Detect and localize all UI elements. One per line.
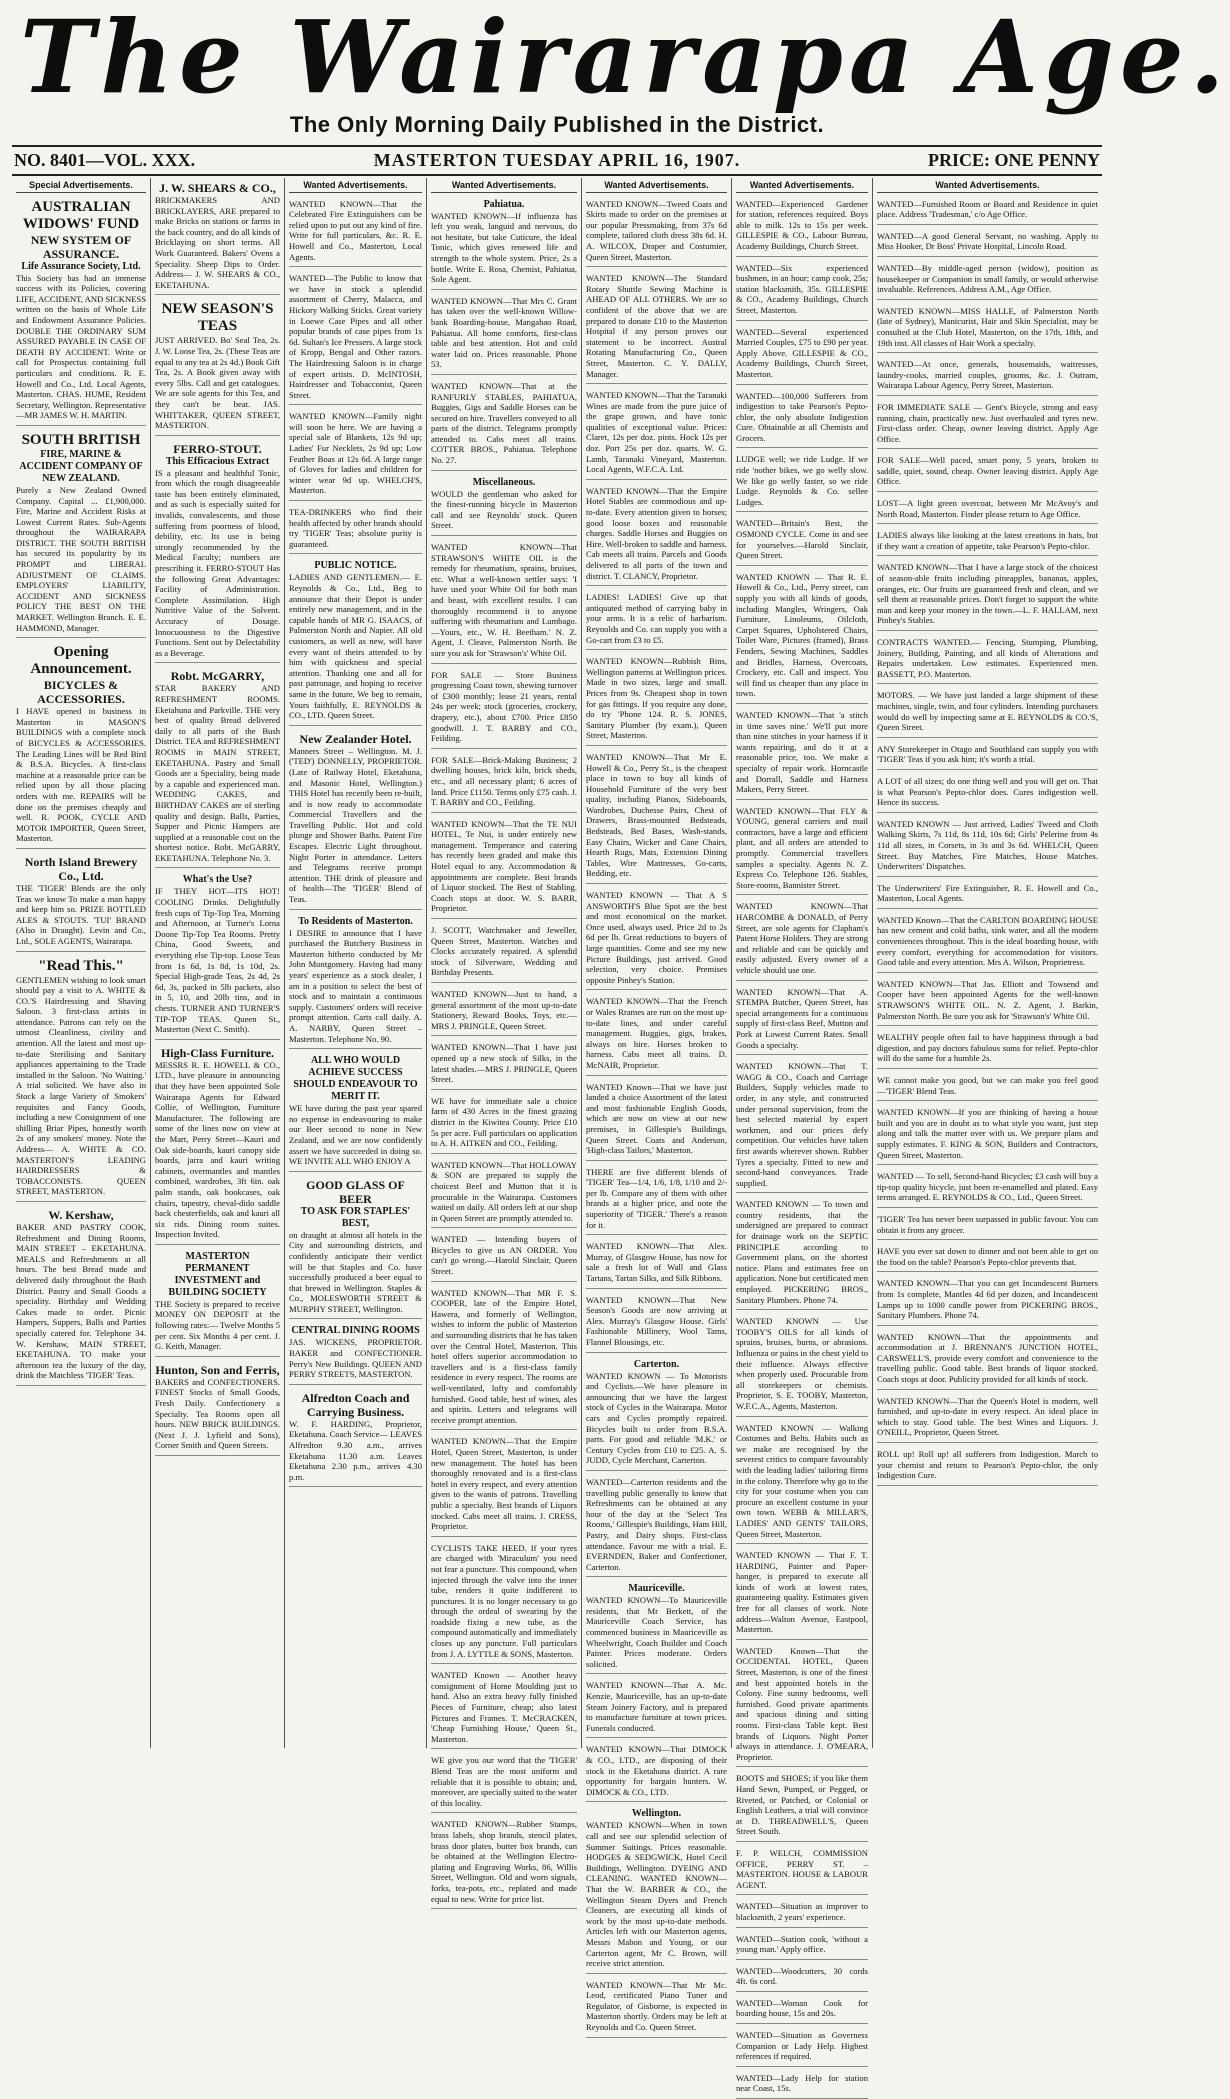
advertisement <box>736 1643 868 1768</box>
advertisement <box>736 1931 868 1960</box>
advertisement <box>155 1248 280 1357</box>
advertisement <box>155 666 280 868</box>
ad-body: HAVE you ever sat down to dinner and not been able to get on the food on the table? Pearson's Pepto-chlor prevents that. <box>877 1246 1098 1267</box>
ad-heading: GOOD GLASS OF BEER <box>306 1177 405 1206</box>
ad-body: ROLL up! Roll up! all sufferers from Indigestion. March to your chemist and return to Pearson's Pepto-chlor, the only Indigestion Cure. <box>877 1449 1098 1481</box>
advertisement <box>877 912 1098 973</box>
ad-body: WANTED KNOWN—That the TE NUI HOTEL, Te Nui, is under entirely new management. Temperance and catering has recently been graded and make this Hotel equal to any. Accommodation & appointments are complete. Best brands of Liquor stocked. The Best of Stabling. Coach stops at door. W. S. BARR, Proprietor. <box>431 818 577 914</box>
ad-heading: North Island Brewery Co., Ltd. <box>24 854 138 883</box>
advertisement <box>586 1238 727 1288</box>
ad-body: WANTED KNOWN—Just to hand, a general assortment of the most up-to-date Stationery, Reward Books, Toys, etc.—MRS J. PRINGLE, Queen Street. <box>431 989 577 1031</box>
ad-body: JUST ARRIVED. Bo' Seal Tea, 2s. J. W. Loose Tea, 2s. (These Teas are equal to any tea at 2s 4d.) Book Gift Tea, 2s. A Book given away with every 5lbs. Call and get catalogues. We are sole agents for this Tea, and they can't be beat. JAS. WHITTAKER, QUEEN STREET, MASTERTON. <box>155 335 280 431</box>
ad-heading: CENTRAL DINING ROOMS <box>291 1325 420 1337</box>
advertisement <box>736 984 868 1056</box>
dateline <box>12 150 1102 174</box>
ad-body: CYCLISTS TAKE HEED. If your tyres are charged with 'Miraculum' you need not fear a puncture. This compound, when injected through the valve into the inner tube, renders it quite indifferent to punctures. It is no longer necessary to go through the ordeal of swearing by the roadside fixing a new tube, as the compound automatically and immediately closes up any puncture. Full particulars from J. A. LYTTLE & SONS, Masterton. <box>431 1542 577 1659</box>
ad-body: WANTED—Woman Cook for boarding house, 15s and 20s. <box>736 1997 868 2019</box>
masthead <box>0 0 1230 138</box>
section-heading: Wanted Advertisements. <box>736 178 868 193</box>
advertisement <box>586 1741 727 1802</box>
ad-body: MOTORS. — We have just landed a large shipment of these machines, single, twin, and four cylinders. Intending purchasers would do well by inspecting same at E. REYNOLDS & CO.'S, Queen Street. <box>877 690 1098 733</box>
ad-body: WANTED KNOWN—Rubber Stamps, brass labels, shop brands, stencil plates, brass door plates, butter box brands, can be obtained at the Wellington Electro-plating and Engraving Works, 86, Willis Street, Wellington. Old and worn signals, forks, tea-pots, etc., replated and made equal to new. Write for price list. <box>431 1819 577 1904</box>
ad-body: LADIES! LADIES! Give up that antiquated method of carrying baby in your arms. It is a relic of barbarism. Reynolds and Co. can supply you with a Go-cart from £3 to £5. <box>586 592 727 645</box>
advertisement <box>586 196 727 268</box>
dateline-rule <box>12 174 1102 176</box>
ad-heading: FIRE, MARINE & ACCIDENT COMPANY OF NEW ZEALAND. <box>19 448 143 484</box>
advertisement <box>877 495 1098 524</box>
advertisement <box>431 1039 577 1089</box>
ad-body: WANTED KNOWN—To Mauriceville residents, that Mr Berkett, of the Mauriceville Coach Service, has commenced business in Mauriceville as Wheelwright, Coach Builder and Coach Painter. Prices moderate. Orders solicited. <box>586 1595 727 1669</box>
issue-price: PRICE: ONE PENNY <box>927 150 1100 170</box>
ad-body: WANTED—Britain's Best, the OSMOND CYCLE. Come in and see for yourselves.—Harold Sinclair, Queen Street. <box>736 518 868 561</box>
ad-body: Purely a New Zealand Owned Company. Capital ... £1,900,000. Fire, Marine and Accident Risks at Lowest Current Rates. Sub-Agents throughout the WAIRARAPA DISTRICT. THE SOUTH BRITISH has secured its popularity by its PROMPT and LIBERAL ADJUSTMENT OF CLAIMS. EMPLOYERS' LIABILITY, ACCIDENT AND SICKNESS POLICY THE BEST ON THE MARKET. Wellington Branch. E. E. HAMMOND, Manager. <box>16 484 146 633</box>
advertisement <box>877 1275 1098 1325</box>
advertisement <box>586 1292 727 1353</box>
advertisement <box>431 293 577 375</box>
ad-body: WANTED KNOWN—That Alex. Murray, of Glasgow House, has now for sale a fresh lot of Wall and Glass Tartans, Tartan Silks, and Silk Ribbons. <box>586 1241 727 1284</box>
advertisement <box>877 1393 1098 1443</box>
advertisement <box>877 773 1098 813</box>
ad-body: WANTED KNOWN—That the Queen's Hotel is modern, well furnished, and up-to-date in every respect. An ideal place in which to stay. Good table. The best Wines and Liquors. J. O'NEILL, Proprietor, Queen Street. <box>877 1395 1098 1438</box>
ad-body: BAKERS and CONFECTIONERS. FINEST Stocks of Small Goods, Fresh Daily. Confectionery a Specialty. Tea Rooms open all hours. NEW BRICK BUILDINGS. (Next J. J. Lyfield and Sons), Corner Smith and Queen Streets. <box>155 1376 280 1451</box>
advertisement <box>16 852 146 952</box>
advertisement <box>289 1052 422 1172</box>
ad-body: WANTED KNOWN — Use TOOBY'S OILS for all kinds of sprains, bruises, burns, or abrasions. Influenza or pains in the chest yield to their influence. Always effective when properly used. Procurable from all storekeepers or chemists. Proprietor, S. E. TOOBY, Masterton, W.F.C.A., Agents, Masterton. <box>736 1316 868 1411</box>
issue-date: MASTERTON TUESDAY APRIL 16, 1907. <box>373 150 741 170</box>
ad-body: WANTED KNOWN — To town and country residents, that the undersigned are prepared to contract for drainage work on the SEPTIC PRINCIPLE according to Government plans, on the shortest notice. Plans and estimates free on application. None but certificated men employed. PICKERING BROS., Sanitary Plumbers. Phone 74. <box>736 1199 868 1305</box>
ad-heading: Miscellaneous. <box>472 476 536 488</box>
ad-body: THE 'TIGER' Blends are the only Teas we know To make a man happy and keep him so. PRIZE BOTTLED ALES & STOUTS. 'TUI' BRAND (Also in Draught). Levin and Co., Ltd., SOLE AGENTS, Wairarapa. <box>16 882 146 946</box>
advertisement <box>736 2070 868 2099</box>
advertisement <box>877 196 1098 225</box>
ad-body: WANTED—Situation as improver to blacksmith, 2 years' experience. <box>736 1901 868 1922</box>
ad-body: FOR SALE — Store Business progressing Coast town, shewing turnover of £300 monthly; lease 21 years, rental 24s per week; stock (groceries, crockery, drapery, etc.), about £700. Price £850 goodwill. J. T. BARBY and CO., Feilding. <box>431 669 577 744</box>
ad-heading: New Zealander Hotel. <box>299 731 412 746</box>
advertisement <box>16 955 146 1202</box>
ad-body: WOULD the gentleman who asked for the finest-running bicycle in Masterton call and see Reynolds' stock. Queen Street. <box>431 488 577 531</box>
column-1 <box>12 178 150 1748</box>
advertisement <box>736 1313 868 1416</box>
ad-body: WANTED KNOWN—That 'a stitch in time saves nine.' We'll put more than nine stitches in your harness if it wants repairing, and do it at a reasonable price, too. We make a specialty of repair work. Horncastle and Dorrall, Saddle and Harness Makers, Perry Street. <box>736 709 868 795</box>
advertisement <box>736 898 868 980</box>
ad-body: WANTED—Carterton residents and the travelling public generally to know that Refreshments can be obtained at any hour of the day at the 'Select Tea Rooms,' Gillespie's Buildings, Ham Hill, Pastry, and Dairy shops. First-class attendance. Favour me with a trial. E. EVERNDEN, Baker and Confectioner, Carterton. <box>586 1476 727 1572</box>
ad-body: WANTED KNOWN — Just arrived, Ladies' Tweed and Cloth Walking Skirts, 7s 11d, 8s 11d, 10s 6d; Girls' Pelerine from 4s 11d all sizes, in Corsets, in 3s and 3s 6d. WHELCH, Queen Street. Buy Matches, Fire Matches, House Matches. Underwriters' Dispatches. <box>877 818 1098 872</box>
advertisement <box>877 880 1098 909</box>
ad-heading: TO ASK FOR STAPLES' BEST, <box>300 1205 411 1229</box>
ad-body: WANTED—A good General Servant, no washing. Apply to Miss Hooker, Dr Boss' Private Hospital, Lincoln Road. <box>877 230 1098 252</box>
ad-body: WANTED—The Public to know that we have in stock a splendid assortment of Cherry, Malacca, and Hickory Walking Sticks. Great variety in Loewe Case Pipes and all other popular brands of case pipes from 1s 6d. Sultan's Ice Pressers. A large stock of Kropp, Bengal and Other razors. The Hairdressing Saloon is in charge of expert artists. D. McINTOSH, Hairdresser and Tobacconist, Queen Street. <box>289 273 422 400</box>
ad-heading: NEW SYSTEM OF ASSURANCE. <box>30 232 132 261</box>
advertisement <box>586 1580 727 1674</box>
ad-body: FOR SALE—Well paced, smart pony, 5 years, broken to saddle, quiet, sound, cheap. Owner leaving district. Apply Age Office. <box>877 455 1098 487</box>
ad-body: WANTED KNOWN—MISS HALLE, of Palmerston North (late of Sydney), Manicurist, Hair and Skin Specialist, may be consulted at the Club Hotel, Masterton, on the 17th, 18th, and 19th inst. All classes of Hair Work a specialty. <box>877 305 1098 348</box>
advertisement <box>877 1329 1098 1390</box>
advertisement <box>431 1093 577 1154</box>
ad-heading: Robt. McGARRY, <box>170 669 265 684</box>
advertisement <box>586 270 727 384</box>
ad-heading: SOUTH BRITISH <box>21 431 141 448</box>
advertisement <box>736 803 868 896</box>
advertisement <box>289 557 422 725</box>
ad-body: Manners Street – Wellington. M. J. ('TED') DONNELLY, PROPRIETOR. (Late of Railway Hotel, Eketahuna, and Masonic Hotel, Wellington.) THIS Hotel has recently been re-built, and is now ready to accommodate Commercial Travellers and the Travelling Public. Hot and cold plunge and Shower Baths. Patent Fire Escapes. Electric Light throughout. Night Porter in attendance. Letters and Telegrams receive prompt attention. THE drink of pleasure and of health—The 'TIGER' Blend of Teas. <box>289 745 422 905</box>
advertisement <box>736 260 868 321</box>
advertisement <box>289 1388 422 1488</box>
advertisement <box>155 871 280 1039</box>
ad-heading: W. Kershaw, <box>48 1207 114 1222</box>
ad-body: WANTED KNOWN—That the Empire Hotel, Queen Street, Masterton, is under new management. The hotel has been thoroughly renovated and is a first-class hotel in every respect, and every attention given to the wants of patrons. Travelling public a specialty. Best brands of Liquors stocked. Cabs meet all trains. J. CRESS, Proprietor. <box>431 1436 577 1532</box>
ad-body: WANTED—Six experienced bushmen, in an hour; camp cook, 25s; station blacksmith, 35s. GILLESPIE & CO., Academy Buildings, Church Street, Masterton. <box>736 262 868 315</box>
ad-body: A LOT of all sizes; do one thing well and you will get on. That is what Pearson's Pepto-chlor does. Cures indigestion well. Hence its success. <box>877 775 1098 808</box>
advertisement <box>586 993 727 1075</box>
advertisement <box>877 1168 1098 1208</box>
section-heading: Wanted Advertisements. <box>431 178 577 193</box>
ad-body: WANTED KNOWN—That Jas. Elliott and Towsend and Cooper have been appointed Agents for the well-known STRAWSON'S WHITE OIL. N. Z. Agent, J. Barkin, Palmerston North. Be sure you ask for 'Strawson's' White Oil. <box>877 978 1098 1021</box>
ad-body: 'TIGER' Tea has never been surpassed in public favour. You can obtain it from any grocer. <box>877 1213 1098 1235</box>
advertisement <box>431 816 577 919</box>
ad-body: WANTED KNOWN — That F. T. HARDING, Painter and Paper-hanger, is prepared to execute all kinds of work at lowest rates, guaranteeing quality. Estimates given free for all classes of work. Note address—Walton Avenue, Eastpool, Masterton. <box>736 1550 868 1635</box>
ad-heading: PUBLIC NOTICE. <box>314 560 397 572</box>
advertisement <box>431 1231 577 1281</box>
ad-body: WANTED—100,000 Sufferers from indigestion to take Pearson's Pepto-chlor, the only absolute Indigestion Cure. Obtainable at all Chemists and Grocers. <box>736 390 868 443</box>
ad-body: WANTED KNOWN—That HARCOMBE & DONALD, of Perry Street, are sole agents for Clapham's Patent Horse Holders. They are strong and reliable and can be quickly and easily adjusted. Every owner of a vehicle should use one. <box>736 901 868 975</box>
ad-body: WANTED KNOWN—That the Empire Hotel Stables are commodious and up-to-date. Every attention given to horses; good loose boxes and reasonable charges. Saddle Horses and Buggies on Hire. Well-broken to saddle and harness. Cab meets all trains. Parcels and Goods delivered to all parts of the town and district. T. CLANCY, Proprietor. <box>586 485 727 581</box>
ad-heading: What's the Use? <box>182 874 253 886</box>
advertisement <box>877 228 1098 257</box>
advertisement <box>877 399 1098 449</box>
advertisement <box>431 752 577 813</box>
advertisement <box>586 1977 727 2038</box>
advertisement <box>431 986 577 1036</box>
ad-body: WEALTHY people often fail to have happiness through a bad digestion, and pay doctors fabulous sums for relief. Pepto-chlor will do the same for a humble 2s. <box>877 1032 1098 1064</box>
advertisement <box>431 539 577 664</box>
advertisement <box>877 976 1098 1026</box>
ad-body: BOOTS and SHOES; if you like them Hand Sewn, Pumped, or Pegged, or Riveted, or Patched, or Colonial or English Leathers, a trial will convince at D. THREADWELL'S, Queen Street South. <box>736 1773 868 1837</box>
ad-body: I HAVE opened in business in Masterton in MASON'S BUILDINGS with a complete stock of BICYCLES & ACCESSORIES. The Leading Lines will be Red Bird & B.S.A. Bicycles. A first-class machine at a reasonable price can be relied upon by all those placing orders with me. REPAIRS will be done on the premises cheaply and well. R. POOK, CYCLE AND MOTOR IMPORTER, Queen Street, Masterton. <box>16 706 146 844</box>
advertisement <box>877 1211 1098 1240</box>
column-4 <box>426 178 581 1904</box>
advertisement <box>586 887 727 990</box>
ad-body: WANTED KNOWN—That Mr Mc. Leod, certificated Piano Tuner and Regulator, of Gisborne, is expected in Masterton shortly. Orders may be left at Reynolds and Co. Queen Street. <box>586 1979 727 2033</box>
ad-body: LUDGE well; we ride Ludge. If we ride 'nother bikes, we go welly slow. We like go welly faster, so we ride Ludge. Reynolds & Co. sellee Ludges. <box>736 454 868 507</box>
ad-body: THE Society is prepared to receive MONEY ON DEPOSIT at the following rates:— Twelve Months 5 per cent. Six Months 4 per cent. J. G. Keith, Manager. <box>155 1298 280 1352</box>
ad-heading: ALL WHO WOULD ACHIEVE SUCCESS SHOULD ENDEAVOUR TO MERIT IT. <box>293 1055 418 1103</box>
issue-number: NO. 8401—VOL. XXX. <box>14 150 196 170</box>
advertisement <box>431 1752 577 1813</box>
ad-body: WE have during the past year spared no expense in endeavouring to make our Beer second to none in New Zealand, and we are now confidently assert we have succeeded in doing so. WE INVITE ALL WHO ENJOY A <box>289 1103 422 1167</box>
advertisement <box>586 387 727 480</box>
ad-body: IS a pleasant and healthful Tonic, from which the rough disagreeable taste has been entirely eliminated, and as such is especially suited for invalids, convalescents, and those suffering from poorness of blood, debility, etc. Its use is being strongly recommended by the Medical Faculty; numbers are prescribing it. FERRO-STOUT Has the following Great Advantages: Facility of Administration. Complete Assimilation. High Nutritive Value of the Solvent. Accuracy of Dosage. Innocuousness to the Digestive Functions. Sent out by Delectability as a Beverage. <box>155 467 280 658</box>
ad-body: WANTED KNOWN—That at the RANFURLY STABLES, PAHIATUA, Buggies, Gigs and Saddle Horses can be secured on hire. Travellers conveyed to all parts of the district. Telegrams promptly attended to. Cabs meet all trains. COTTER BROS., Pahiatua. Telephone No. 27. <box>431 380 577 466</box>
ad-heading: "Read This." <box>38 957 124 974</box>
ad-body: WANTED KNOWN — That A S ANSWORTH'S Blue Spot are the best and most economical on the market. Once used, always used. Price 2d to 2s 6d per lb. Great reductions to buyers of large quantities. Come and see my new Picture Buildings, just arrived. Good selection, very choice. Premises opposite Pinhey's Station. <box>586 890 727 985</box>
ad-body: WANTED KNOWN—That T. WAGG & CO., Coach and Carriage Builders, Supply vehicles made to order, in any style, and constructed under personal supervision, from the best selected material by expert workmen, and our prices defy competition. Our vehicles have taken first awards wherever shown. Rubber Tyres a specialty. Fitted to new and second-hand conveyances. Trade supplied. <box>736 1061 868 1188</box>
advertisement <box>431 196 577 290</box>
ad-body: WANTED—Several experienced Married Couples, £75 to £90 per year. Apply Above. GILLESPIE & CO., Academy Buildings, Church Street, Masterton. <box>736 326 868 379</box>
advertisement <box>16 1205 146 1386</box>
advertisement <box>289 913 422 1050</box>
ad-body: The Underwriters' Fire Extinguisher, R. E. Howell and Co., Masterton, Local Agents. <box>877 882 1098 904</box>
ad-body: TEA-DRINKERS who find their health affected by other brands should try 'TIGER' Teas; absolute purity is guaranteed. <box>289 507 422 549</box>
advertisement <box>877 634 1098 684</box>
ad-heading: Opening Announcement. <box>30 644 132 678</box>
advertisement <box>877 816 1098 877</box>
ad-body: WANTED KNOWN—That the French or Wales Rrames are run on the most up-to-date lines, and under careful management. Buggies, gigs, brakes, always on hire. Horses broken to harness. Cabs meet all trains. D. McNAIR, Proprietor. <box>586 996 727 1070</box>
advertisement <box>431 1285 577 1431</box>
advertisement <box>431 1816 577 1909</box>
ad-heading: NEW SEASON'S TEAS <box>161 301 274 335</box>
ad-body: WANTED Known — Another heavy consignment of Home Moulding just to hand. Also an extra heavy fully finished Pieces of Furniture, cheap; also latest Pictures and Frames. T. McCRACKEN, 'Cheap Furnishing House,' Queen St., Masterton. <box>431 1670 577 1744</box>
advertisement <box>586 589 727 650</box>
ad-body: WANTED KNOWN — To Motorists and Cyclists.—We have pleasure in announcing that we have the largest stock of Cycles in the Wairarapa. Motor cars and Cycles promptly repaired. Bicycles built to order from B.S.A. parts. For good and reliable 'M.K.' or Century Cycles from £10 to £25. A. S. JUDD, Cycle Merchant, Carterton. <box>586 1370 727 1466</box>
ad-body: WANTED KNOWN—That the Celebrated Fire Extinguishers can be relied upon to put out any kind of fire. Write for full particulars, &c. R. E. Howell and Co., Masterton, Local Agents. <box>289 198 422 262</box>
ad-body: WANTED—Experienced Gardener for station, references required. Boys able to milk. 12s to 15s per week. GILLESPIE & CO., Labour Bureau, Academy Buildings, Church Street. <box>736 198 868 251</box>
ad-body: FOR SALE—Brick-Making Business; 2 dwelling houses, brick kiln, brick sheds, etc., and all necessary plant; 6 acres of land. Price £1150. Terms only £75 cash. J. T. BARBY and CO., Feilding. <box>431 754 577 808</box>
advertisement <box>877 452 1098 492</box>
advertisement <box>736 1196 868 1310</box>
advertisement <box>586 1677 727 1738</box>
ad-heading: To Residents of Masterton. <box>298 915 413 927</box>
ad-body: WANTED KNOWN — That R. E. Howell & Co., Ltd., Perry street, can supply you with all kinds of goods, including Mangles, Wringers, Oak Furniture, Linoleums, Oilcloth, Carpet Squares, Upholstered Chairs, Toilet Ware, Pictures (framed), Brass Fenders, Sewing Machines, Saddles and Bridles, Harness, Overcoats, Crockery, etc. Call and inspect. You will find us cheaper than any place in town. <box>736 571 868 699</box>
advertisement <box>586 1805 727 1973</box>
advertisement <box>431 378 577 471</box>
ad-body: GENTLEMEN wishing to look smart should pay a visit to A. WHITE & CO.'S Hairdressing and Shaving Saloon. 3 first-class artists in attendance. Patrons can rely on the utmost Cleanliness, civility and attention. All the latest and most up-to-date Sterilising and Sanitary appliances appertaining to the Trade installed in the Saloon. 'No Waiting.' A trial solicited. We have also in Stock a large Variety of Smokers' requisites and Fancy Goods, including a new Consignment of one shilling Briar Pipes, honestly worth 2s of any smokers' money. Note the Address— A. WHITE & CO. MASTERTON'S LEADING HAIRDRESSERS & TOBACCONISTS. QUEEN STREET, MASTERTON. <box>16 974 146 1197</box>
ad-body: BAKER AND PASTRY COOK, Refreshment and Dining Rooms, MAIN STREET – EKETAHUNA. MEALS and Refreshments at all hours. The best Bread made and delivered daily throughout the Bush District. Pastry and Small Goods a speciality. Birthday and Wedding Cakes made to order. Picnic Hampers, Suppers, Balls and Parties specially catered for. Telephone 34. W. Kershaw, MAIN STREET, EKETAHUNA. TO make your afternoon tea the luxury of the day, drink the Matchless 'TIGER' Teas. <box>16 1221 146 1381</box>
advertisement <box>877 260 1098 300</box>
advertisement <box>736 1898 868 1927</box>
ad-body: This Society has had an immense success with its Policies, covering LIFE, ACCIDENT, AND SICKNESS written on the basis of Whole Life and Endowment Assurance Policies. DOUBLE THE ORDINARY SUM ASSURED PAYABLE IN CASE OF DEATH BY ACCIDENT. Write or call for Prospectus containing full particulars and conditions. R. E. Howell and Co., Ltd. Local Agents, Masterton. CHAS. HUME, Resident Secretary, Wellington. Representative—MR JAMES W. H. MARTIN. <box>16 272 146 421</box>
advertisement <box>736 1770 868 1842</box>
ad-body: WANTED KNOWN—That HOLLOWAY & SON are prepared to supply the choicest Beef and Mutton that it is procurable in the Wairarapa. Customers waited on daily. All orders left at our shop in Queen Street are promptly attended to. <box>431 1159 577 1223</box>
ad-body: WANTED KNOWN—The Standard Rotary Shuttle Sewing Machine is AHEAD OF ALL OTHERS. We are so confident of the above that we are prepared to donate £10 to the Masterton Hospital if any person proves our statement to be incorrect. Austral Rotating Manufacturing Co., Queen Street, Masterton. C. Y. DALLY, Manager. <box>586 273 727 379</box>
ad-heading: MASTERTON PERMANENT INVESTMENT and BUILDING SOCIETY <box>168 1250 267 1298</box>
advertisement <box>736 451 868 512</box>
columns <box>12 178 1102 2094</box>
advertisement <box>289 1322 422 1384</box>
advertisement <box>877 1104 1098 1165</box>
ad-body: WANTED KNOWN—That FLY & YOUNG, general carriers and mail contractors, have a large and efficient plant, and all orders are attended to promptly. Commercial travellers samples a specialty. Agents N. Z. Express Co. Telephone 126. Stables, Store-rooms, Bannister Street. <box>736 805 868 890</box>
advertisement <box>877 741 1098 770</box>
ad-body: BRICKMAKERS AND BRICKLAYERS, ARE prepared to make Bricks on stations or farms in the back country, and do all kinds of Bricklaying on short terms. All Work Guaranteed. Bakers' Ovens a Speciality. Sheep Dips to Order. Address— J. W. SHEARS & CO., EKETAHUNA. <box>155 195 280 290</box>
ad-body: WANTED KNOWN — Walking Costumes and Belts. Habits such as we make are recognised by the severest critics to compare favourably with the leading ladies' tailoring firms in the colony. Therefore why go to the city for your costume when you can procure an excellent costume in your own town. WEBB & MILLAR'S, LADIES' AND GENTS' TAILORS, Queen Street, Masterton. <box>736 1422 868 1539</box>
advertisement <box>431 1667 577 1749</box>
advertisement <box>877 356 1098 396</box>
ad-body: WANTED—Furnished Room or Board and Residence in quiet place. Address 'Tradesman,' c/o Age Office. <box>877 198 1098 220</box>
ad-body: WANTED KNOWN—That I have just opened up a new stock of Silks, in the latest shades.—MRS J. PRINGLE, Queen Street. <box>431 1042 577 1085</box>
advertisement <box>877 687 1098 737</box>
advertisement <box>877 303 1098 353</box>
advertisement <box>877 1029 1098 1069</box>
ad-body: THERE are five different blends of 'TIGER' Tea—1/4, 1/6, 1/8, 1/10 and 2/- per lb. Compare any of them with other brands at a higher price, and note the superiority of 'TIGER.' There's a reason for it. <box>586 1166 727 1230</box>
advertisement <box>877 527 1098 556</box>
ad-body: WANTED Known—That the OCCIDENTAL HOTEL, Queen Street, Masterton, is one of the finest and best appointed hotels in the Colony. Fine sunny bedrooms, well furnished. Good private apartments and spacious dining and sitting rooms. First-class Table kept. Best brands of Liquors. Night Porter always in attendance. J. O'MEARA, Proprietor. <box>736 1645 868 1762</box>
section-heading: Wanted Advertisements. <box>877 178 1098 193</box>
ad-body: WANTED KNOWN—If influenza has left you weak, languid and nervous, do not hesitate, but take Cuticure, the Ideal Tonic, which gives renewed life and strength to the whole system. Price, 2s a bottle. Write E. Rosa, Chemist, Pahiatua, Sole Agent. <box>431 210 577 285</box>
ad-body: LOST—A light green overcoat, between Mr McAvoy's and North Road, Masterton. Finder please return to Age Office. <box>877 498 1098 519</box>
ad-heading: BICYCLES & ACCESSORIES. <box>37 678 125 707</box>
advertisement <box>736 515 868 565</box>
advertisement <box>736 1995 868 2024</box>
advertisement <box>155 439 280 664</box>
ad-body: J. SCOTT, Watchmaker and Jeweller, Queen Street, Masterton. Watches and Clocks accurately repaired. A splendid stock of Silverware, Wedding and Birthday Presents. <box>431 925 577 978</box>
advertisement <box>586 483 727 586</box>
ad-body: WANTED KNOWN—That you can get Incandescent Burners from 1s complete, Mantles 4d 6d per dozen, and Incandescent Lamps up to 1000 candle power from PICKERING BROS., Sanitary Plumbers. Phone 74. <box>877 1278 1098 1321</box>
ad-body: WANTED KNOWN—When in town call and see our splendid selection of Summer Suitings. Prices reasonable. HODGES & SEDGWICK, Hotel Cecil Buildings, Wellington. DYEING AND CLEANING. WANTED KNOWN—That the W. BARBER & CO., the Wellington Steam Dyers and French Cleaners, are executing all kinds of work by the most up-to-date methods. Articles left with our Masterton agents, Messrs Mabon and Young, or our Carterton agent, Mr C. Brown, will receive strict attention. <box>586 1820 727 1969</box>
ad-heading: Alfredton Coach and Carrying Business. <box>301 1390 410 1419</box>
ad-body: WANTED KNOWN—That I have a large stock of the choicest of season-able fruits including pineapples, bananas, apples, oranges, etc. Our fruits are guaranteed fresh and clean, and we sell them at reasonable prices. Don't forget to support the white man and keep your money in the town.—L. F. HALLAM, next Pinhey's Stables. <box>877 562 1098 626</box>
advertisement <box>586 653 727 746</box>
ad-heading: FERRO-STOUT. <box>173 441 262 456</box>
advertisement <box>736 569 868 704</box>
advertisement <box>877 559 1098 631</box>
ad-body: WANTED KNOWN—Tweed Coats and Skirts made to order on the premises at our popular Pressmaking, from 37s 6d complete, tailored cloth dress 38s 6d. H. A. WILCOX, Draper and Costumier, Queen Street, Masterton. <box>586 198 727 262</box>
ad-body: WANTED KNOWN—That MR F. S. COOPER, late of the Empire Hotel, Hawera, and formerly of Wellington, wishes to inform the public of Masterton and surrounding districts that he has taken over the Central Hotel, Masterton. This hotel offers superior accommodation to travellers and is a first-class family residence in every respect. The rooms are well-ventilated, lofty and comfortably furnished. Good table, best of wines, ales and spirits. Letters and telegrams will receive prompt attention. <box>431 1287 577 1425</box>
ad-body: LADIES AND GENTLEMEN.— E. Reynolds & Co., Ltd., Beg to announce that their Depot is under entirely new management, and in the capable hands of MR G. ISAACS, of Palmerston North and Napier. All old customers, as well as new, will have every want of theirs attended to by him with quickness and special attention. Thanking one and all for past patronage, and hoping to receive same in the future, We beg to remain, Yours faithfully, E. REYNOLDS & CO., LTD. Queen Street. <box>289 572 422 721</box>
advertisement <box>155 178 280 295</box>
advertisement <box>431 474 577 536</box>
ad-body: WANTED KNOWN—That A. Mc. Kenzie, Mauriceville, has an up-to-date Steam Joinery Factory, and is prepared to manufacture furniture at town prices. Funerals conducted. <box>586 1680 727 1733</box>
advertisement <box>16 196 146 426</box>
top-rule <box>12 145 1102 147</box>
ad-body: F. P. WELCH, COMMISSION OFFICE, PERRY ST. – MASTERTON. HOUSE & LABOUR AGENT. <box>736 1847 868 1890</box>
advertisement <box>877 1072 1098 1101</box>
ad-body: WANTED KNOWN—That New Season's Goods are now arriving at Alex. Murray's Glasgow House. Girls' Fashionable Millinery, Wool Tams, Flannel Blousings, etc. <box>586 1294 727 1347</box>
advertisement <box>289 729 422 910</box>
column-3 <box>284 178 426 1748</box>
advertisement <box>736 1058 868 1193</box>
advertisement <box>736 2027 868 2067</box>
ad-body: WANTED KNOWN—Rubbish Bins, Wellington patterns at Wellington prices. Made in two sizes, large and small. Prices from 9s. Cheapest shop in town for gas fittings. If you require any done, do try 'Phone 124. R. S. JONES, Sanitary Plumber (by exam.), Queen Street, Masterton. <box>586 656 727 741</box>
ad-body: WANTED—Situation as Governess Companion or Lady Help. Highest references if required. <box>736 2030 868 2062</box>
ad-body: JAS. WICKENS, PROPRIETOR. BAKER and CONFECTIONER. Perry's New Buildings. QUEEN AND PERRY STREETS, MASTERTON. <box>289 1337 422 1380</box>
ad-body: WANTED KNOWN—Family night will soon be here. We are having a special sale of Blankets, 12s 9d up; Ladies' Fur Necklets, 2s 9d up; Low Feather Boas at 12s 6d. A large range of Gloves for ladies and children for winter wear 9d up. WHELCH'S, Masterton. <box>289 411 422 496</box>
column-5 <box>581 178 731 2033</box>
ad-body: I DESIRE to announce that I have purchased the Butchery Business in Masterton hitherto conducted by Mr John Montgomery. Having had many years' experience as a stock dealer, I am in a position to select the best of stock and to maintain a continuous supply. Customers' orders will receive prompt attention. Carts call daily. A. A. NARBY, Queen Street – Masterton. Telephone No. 90. <box>289 927 422 1044</box>
ad-body: WANTED Known—That the CARLTON BOARDING HOUSE has new cement and cold baths, sink water, and all the modern conveniences throughout. This is the ideal boarding house, with every comfort, everything for accommodation for visitors. Good table and every attention. Mrs A. Wilson, Proprietress. <box>877 914 1098 968</box>
ad-heading: Pahiatua. <box>483 198 525 210</box>
advertisement <box>16 429 146 638</box>
advertisement <box>586 1164 727 1236</box>
column-7 <box>872 178 1102 1748</box>
ad-body: LADIES always like looking at the latest creations in hats, but if they want a creation of appetite, take Pearson's Pepto-chlor. <box>877 530 1098 551</box>
ad-body: WANTED—By middle-aged person (widow), position as housekeeper or Companion in small family, or would otherwise invaluable. References. Address A.M., Age Office. <box>877 262 1098 295</box>
ad-heading: AUSTRALIAN WIDOWS' FUND <box>22 198 140 232</box>
ad-body: W. F. HARDING, Proprietor, Eketahuna. Coach Service— LEAVES Alfredton 9.30 a.m., arrives Eketahuna 11.30 a.m. Leaves Eketahuna 2.30 p.m., arrives 4.30 p.m. <box>289 1418 423 1482</box>
ad-body: WANTED Known—That we have just landed a choice Assortment of the latest and most fashionable English Goods, which are now on view at our new premises, in Gillespie's Buildings, Queen Street. Coats and Anderson, 'High-class Tailors,' Masterton. <box>586 1081 727 1156</box>
ad-heading: Carterton. <box>633 1358 680 1370</box>
column-6 <box>731 178 872 2094</box>
advertisement <box>736 1845 868 1895</box>
tagline: The Only Morning Daily Published in the District. <box>289 112 825 137</box>
advertisement <box>736 388 868 449</box>
advertisement <box>155 298 280 435</box>
advertisement <box>155 1360 280 1456</box>
advertisement <box>736 1420 868 1545</box>
ad-body: WANTED — To sell, Second-hand Bicycles; £3 cash will buy a tip-top quality bicycle, just been re-enamelled and plated. Easy terms arranged. E. REYNOLDS & CO., Ltd., Queen Street. <box>877 1171 1098 1203</box>
ad-heading: Wellington. <box>631 1808 682 1820</box>
advertisement <box>736 324 868 385</box>
column-2 <box>150 178 284 1748</box>
advertisement <box>586 1079 727 1161</box>
ad-body: WANTED — Intending buyers of Bicycles to give us AN ORDER. You can't go wrong.—Harold Sinclair, Queen Street. <box>431 1234 577 1277</box>
advertisement <box>431 922 577 983</box>
ad-body: WANTED—Lady Help for station near Coast, 15s. <box>736 2072 868 2094</box>
ad-body: WANTED KNOWN—If you are thinking of having a house built and you are in doubt as to what style you want, just step along and talk the matter over with us. We prepare plans and supply estimates. F. KING & SON, Builders and Contractors, Queen Street, Masterton. <box>877 1107 1098 1160</box>
advertisement <box>289 270 422 405</box>
advertisement <box>155 1043 280 1245</box>
ad-heading: Mauriceville. <box>628 1583 685 1595</box>
advertisement <box>736 1963 868 1992</box>
section-heading: Wanted Advertisements. <box>586 178 727 193</box>
ad-body: on draught at almost all hotels in the City and surrounding districts, and confidently anticipate their verdict will be that Staples and Co. have successfully produced a beer equal to that brewed in Wellington. Staples & Co., MOLESWORTH STREET & MURPHY STREET, Wellington. <box>289 1229 422 1314</box>
ad-heading: High-Class Furniture. <box>160 1045 275 1060</box>
ad-body: WANTED KNOWN—That A. STEMPA Butcher, Queen Street, has special arrangements for a continuous supply of first-class Beef, Mutton and Pork at Lowest Current Rates. Small Goods a specialty. <box>736 986 868 1050</box>
ad-heading: J. W. SHEARS & CO., <box>159 181 276 195</box>
advertisement <box>289 408 422 501</box>
ad-body: WANTED KNOWN—That the Taranaki Wines are made from the pure juice of the grape grown, and have tonic qualities of exceptional value. Prices: Claret, 12s per doz. pints. Hock 12s per doz. Port 25s per doz. quarts. W. G. Lamb, Taranaki Vineyard, Masterton. Local Agents, W.F.C.A. Ltd. <box>586 390 727 475</box>
advertisement <box>877 1243 1098 1272</box>
advertisement <box>586 1356 727 1471</box>
advertisement <box>877 1446 1098 1486</box>
advertisement <box>586 749 727 884</box>
advertisement <box>431 1157 577 1229</box>
ad-body: WANTED KNOWN—That Mr E. Howell & Co., Perry St., is the cheapest place in town to buy all kinds of Household Furniture of the very best quality, including Pianos, Sideboards, Wardrobes, Duchesse Pairs, Chest of Drawers, Brass-mounted Bedsteads, Bedsteads, Bed Bases, Wash-stands, Easy Chairs, Wicker and Cane Chairs, Hearth Rugs, Mats, Extension Dining Tables, Wire Mattresses, Go-carts, Bedding, etc. <box>586 751 727 879</box>
advertisement <box>431 667 577 749</box>
ad-body: WANTED—At once, generals, housemaids, waitresses, laundry-cooks, married couples, grooms, &c. J. Outram, Wairarapa Labour Agency, Perry Street, Masterton. <box>877 359 1098 391</box>
ad-heading: Life Assurance Society, Ltd. <box>21 260 141 272</box>
section-heading: Special Advertisements. <box>16 178 146 193</box>
advertisement <box>736 1547 868 1640</box>
ad-body: WANTED KNOWN—That Mrs C. Grant has taken over the well-known Willow-bank Boarding-house, Mangahao Road, Pahiatua. All home comforts, first-class table and best attention. Hot and cold water laid on. Prices reasonable. Phone 53. <box>431 295 577 370</box>
ad-body: IF THEY HOT—ITS HOT! COOLING Drinks. Delightfully fresh cups of Tip-Top Tea, Morning and Afternoon, at Turner's Lorna Doone Tip-Top Tea Rooms. Pretty China, Good Sweets, and everything else Tip-top. Loose Teas from 1s 6d, 1s 8d, 1s 10d, 2s. Special High-grade Teas, 2s 4d, 2s 6d, 3s, packed in 5lb packets, also in 5, 10, and 20lb tins, and in chests. TURNER AND TURNER'S TIP-TOP TEAS. Queen St., Masterton (Next C. Smith). <box>155 886 280 1035</box>
advertisement <box>431 1540 577 1665</box>
ad-body: WANTED KNOWN—That STRAWSON'S WHITE OIL is the remedy for rheumatism, sprains, bruises, etc. What a well-known settler says: 'I have used your White Oil for both man and beast, with excellent results. I can thoroughly recommend it to anyone suffering with rheumatism and Lumbago.—Yours, etc., W. H. Beetham.' N. Z. Agent, J. Cleave, Palmerston North. Be sure you ask for 'Strawson's' White Oil. <box>431 542 577 658</box>
ad-body: CONTRACTS WANTED.— Fencing, Stumping, Plumbing, Joinery, Building, Painting, and all kinds of Alterations and Repairs undertaken. Low estimates. Experienced men. BASSETT, P.O. Masterton. <box>877 637 1098 679</box>
advertisement <box>431 1433 577 1536</box>
advertisement <box>16 641 146 849</box>
ad-body: ANY Storekeeper in Otago and Southland can supply you with 'TIGER' Teas if you ask him; it's worth a trial. <box>877 743 1098 765</box>
ad-body: WANTED KNOWN—That the appointments and accommodation at J. BRENNAN'S JUNCTION HOTEL, CARSWELL'S, provide every comfort and convenience to the travelling public. Good table. Best brands of liquor stocked. Coach stops at door. Publicity provided for all kinds of stock. <box>877 1331 1098 1385</box>
advertisement <box>289 1175 422 1320</box>
ad-body: WANTED—Station cook, 'without a young man.' Apply office. <box>736 1933 868 1955</box>
ad-body: FOR IMMEDIATE SALE — Gent's Bicycle, strong and easy running, chain, practically new. Just overhauled and tyres new. First-class order. Cheap, owner leaving district. Apply Age Office. <box>877 401 1098 444</box>
ad-heading: This Efficacious Extract <box>165 455 270 467</box>
advertisement <box>289 196 422 268</box>
ad-body: STAR BAKERY AND REFRESHMENT ROOMS. Eketahuna and Parkville. THE very best of quality Bread delivered daily to all parts of the Bush District. TEA and REFRESHMENT ROOMS in MAIN STREET, EKETAHUNA. Pastry and Small Goods are a Speciality, being made by a capable and experienced man. WEDDING CAKES, and BIRTHDAY CAKES are of sterling quality and design. Balls, Parties, Supper and Picnic Hampers are supplied at a reasonable cost on the shortest notice. Robt. McGARRY, EKETAHUNA. Telephone No. 3. <box>155 683 280 863</box>
advertisement <box>586 1474 727 1577</box>
section-heading: Wanted Advertisements. <box>289 178 422 193</box>
ad-body: WE cannot make you good, but we can make you feel good—'TIGER' Blend Teas. <box>877 1075 1098 1096</box>
newspaper-title: The Wairarapa Age. <box>20 0 1230 116</box>
ad-heading: Hunton, Son and Ferris, <box>155 1362 280 1377</box>
advertisement <box>289 504 422 554</box>
ad-body: WE give you our word that the 'TIGER' Blend Teas are the most uniform and reliable that it is possible to obtain; and, moreover, are specially suited to the water of this locality. <box>431 1755 577 1808</box>
ad-body: WANTED—Woodcutters, 30 cords 4ft. 6s cord. <box>736 1965 868 1987</box>
ad-body: MESSRS R. E. HOWELL & CO., LTD., have pleasure in announcing that they have been appointed Sole Wairarapa Agents for Edward Collie, of Wellington, Furniture Manufacturer. The following are some of the lines now on view at the Mart, Perry Street—Kauri and Oak side-boards, kauri canopy side boards, jarra and kauri writing cabinets, overmantles and mantles combined, wardrobes, 3ft 6in. oak palm stands, oak bookcases, oak chairs, tapestry, cheval-dido saddle back chesterfields, oak and kauri all six rids. Dining room suites. Inspection Invited. <box>155 1059 280 1240</box>
advertisement <box>736 707 868 800</box>
advertisement <box>736 196 868 257</box>
ad-body: WANTED KNOWN—That DIMOCK & CO., LTD., are disposing of their stock in the Eketahuna district. A rare opportunity for bargain hunters. W. DIMOCK & CO., LTD. <box>586 1744 727 1797</box>
ad-body: WE have for immediate sale a choice farm of 430 Acres in the finest grazing district in the Kiwitea County. Price £10 5s per acre. Full particulars on application to A. H. AITKEN and CO., Feilding. <box>431 1095 577 1149</box>
